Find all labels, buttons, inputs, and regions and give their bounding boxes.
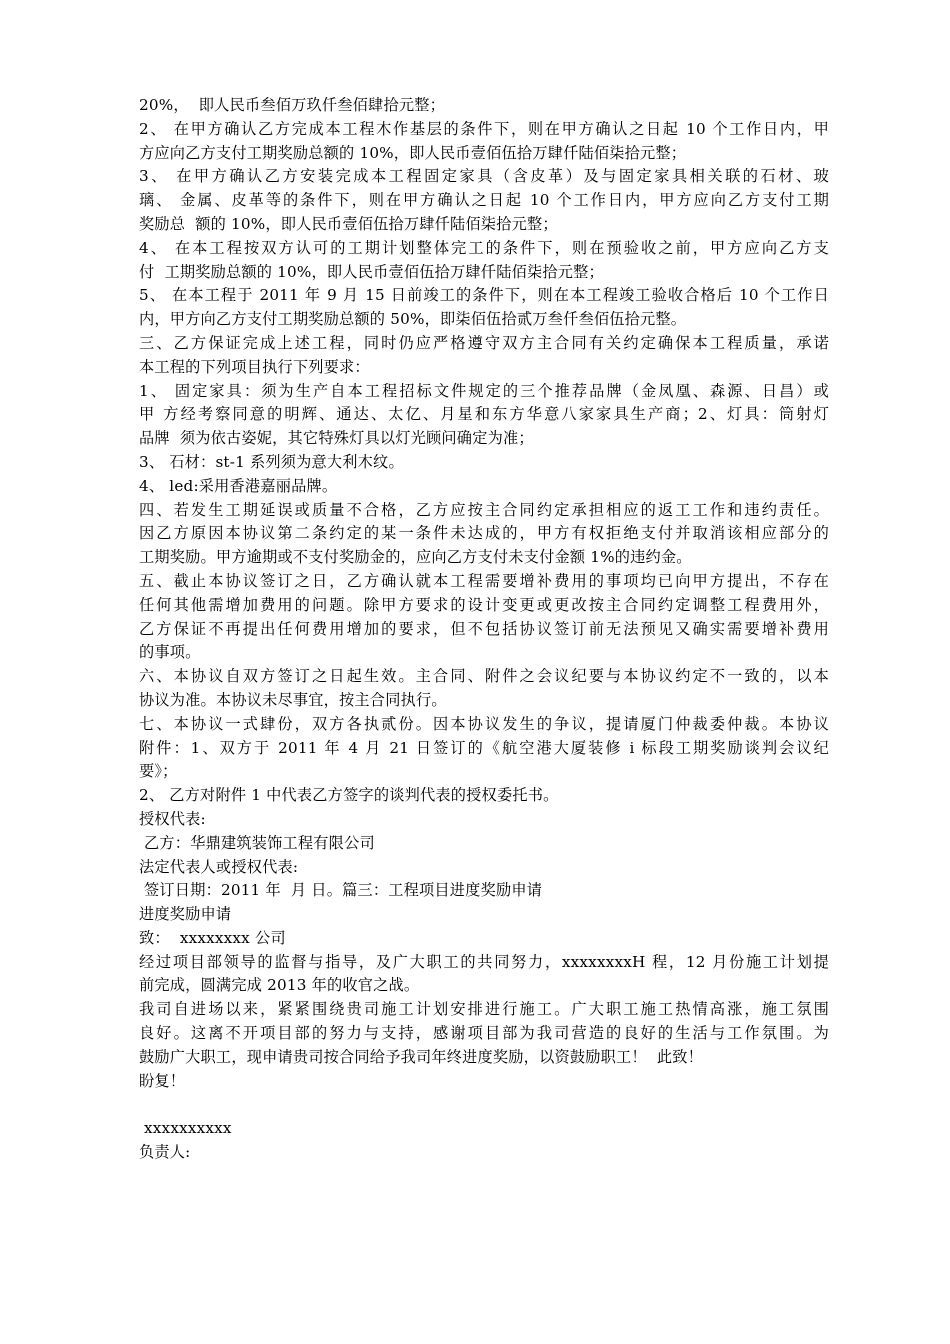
text-line: 负责人: [139, 1143, 191, 1162]
text-line: 良好。这离不开项目部的努力与支持，感谢项目部为我司营造的良好的生活与工作氛围。为 [139, 1024, 829, 1043]
text-line: 奖励总 额的 10%，即人民币壹佰伍拾万肆仟陆佰柒拾元整； [139, 214, 558, 233]
text-line: 七、本协议一式肆份，双方各执贰份。因本协议发生的争议，提请厦门仲裁委仲裁。本协议 [139, 714, 829, 733]
text-line: 签订日期：2011 年 月 日。篇三：工程项目进度奖励申请 [139, 881, 543, 900]
text-line: 要》； [139, 762, 178, 781]
text-line: 甲 方经考察同意的明辉、通达、太亿、月星和东方华意八家家具生产商；2、灯具：筒射灯 [139, 405, 829, 424]
text-line: 3、 在甲方确认乙方安装完成本工程固定家具（含皮革）及与固定家具相关联的石材、玻 [139, 167, 829, 186]
document-page [139, 94, 829, 1165]
text-line: 20%， 即人民币叁佰万玖仟叁佰肆拾元整； [139, 96, 445, 114]
text-line: 的事项。 [139, 643, 201, 662]
text-line: 三、乙方保证完成上述工程，同时仍应严格遵守双方主合同有关约定确保本工程质量，承诺 [139, 333, 829, 352]
text-line: 品牌 须为依古姿妮，其它特殊灯具以灯光顾问确定为准； [139, 429, 534, 448]
text-line: 致： xxxxxxxx 公司 [139, 928, 286, 947]
text-line: 前完成，圆满完成 2013 年的收官之战。 [139, 976, 420, 995]
text-line: 任何其他需增加费用的问题。除甲方要求的设计变更或更改按主合同约定调整工程费用外， [139, 595, 829, 614]
text-line: xxxxxxxxxx [139, 1119, 232, 1138]
text-line: 4、 led:采用香港嘉丽品牌。 [139, 476, 338, 495]
text-line: 四、若发生工期延误或质量不合格，乙方应按主合同约定承担相应的返工工作和违约责任。 [139, 500, 829, 519]
text-line [139, 1093, 829, 1117]
text-line: 内，甲方向乙方支付工期奖励总额的 50%，即柒佰伍拾贰万叁仟叁佰伍拾元整。 [139, 310, 687, 329]
text-line: 授权代表: [139, 809, 206, 828]
text-line: 五、截止本协议签订之日，乙方确认就本工程需要增补费用的事项均已向甲方提出，不存在 [139, 571, 829, 590]
text-line: 3、 石材：st-1 系列须为意大利木纹。 [139, 452, 404, 471]
text-line: 工期奖励。甲方逾期或不支付奖励金的，应向乙方支付未支付金额 1%的违约金。 [139, 548, 692, 567]
text-line: 付 工期奖励总额的 10%，即人民币壹佰伍拾万肆仟陆佰柒拾元整； [139, 262, 604, 281]
text-line: 协议为准。本协议未尽事宜，按主合同执行。 [139, 690, 447, 709]
text-line: 本工程的下列项目执行下列要求： [139, 357, 370, 376]
text-line: 经过项目部领导的监督与指导，及广大职工的共同努力，xxxxxxxxH 程，12 月份施工计划提 [139, 952, 829, 971]
text-line: 法定代表人或授权代表: [139, 857, 299, 876]
text-line: 鼓励广大职工，现申请贵司按合同给予我司年终进度奖励，以资鼓励职工！ 此致！ [139, 1047, 704, 1066]
text-line: 方应向乙方支付工期奖励总额的 10%，即人民币壹佰伍拾万肆仟陆佰柒拾元整； [139, 143, 687, 162]
text-line: 4、 在本工程按双方认可的工期计划整体完工的条件下，则在预验收之前，甲方应向乙方支 [139, 238, 829, 257]
text-line: 因乙方原因本协议第二条约定的某一条件未达成的，甲方有权拒绝支付并取消该相应部分的 [139, 524, 829, 543]
text-line: 璃、 金属、皮革等的条件下，则在甲方确认之日起 10 个工作日内，甲方应向乙方支付工期 [139, 191, 829, 210]
text-line: 盼复！ [139, 1071, 186, 1090]
text-line: 1、 固定家具：须为生产自本工程招标文件规定的三个推荐品牌（金凤凰、森源、日昌）或 [139, 381, 829, 400]
text-line: 附件：1、双方于 2011 年 4 月 21 日签订的《航空港大厦装修 i 标段工期奖励谈判会议纪 [139, 738, 829, 757]
text-line: 进度奖励申请 [139, 905, 232, 924]
text-line: 乙方：华鼎建筑装饰工程有限公司 [139, 833, 375, 852]
text-line: 六、本协议自双方签订之日起生效。主合同、附件之会议纪要与本协议约定不一致的，以本 [139, 667, 829, 686]
text-line: 乙方保证不再提出任何费用增加的要求，但不包括协议签订前无法预见又确实需要增补费用 [139, 619, 829, 638]
text-line: 我司自进场以来，紧紧围绕贵司施工计划安排进行施工。广大职工施工热情高涨，施工氛围 [139, 1000, 829, 1019]
text-line: 2、 乙方对附件 1 中代表乙方签字的谈判代表的授权委托书。 [139, 786, 559, 805]
text-line: 5、 在本工程于 2011 年 9 月 15 日前竣工的条件下，则在本工程竣工验收合格后 10 个工作日 [139, 286, 829, 305]
text-line: 2、 在甲方确认乙方完成本工程木作基层的条件下，则在甲方确认之日起 10 个工作日内，甲 [139, 119, 829, 138]
